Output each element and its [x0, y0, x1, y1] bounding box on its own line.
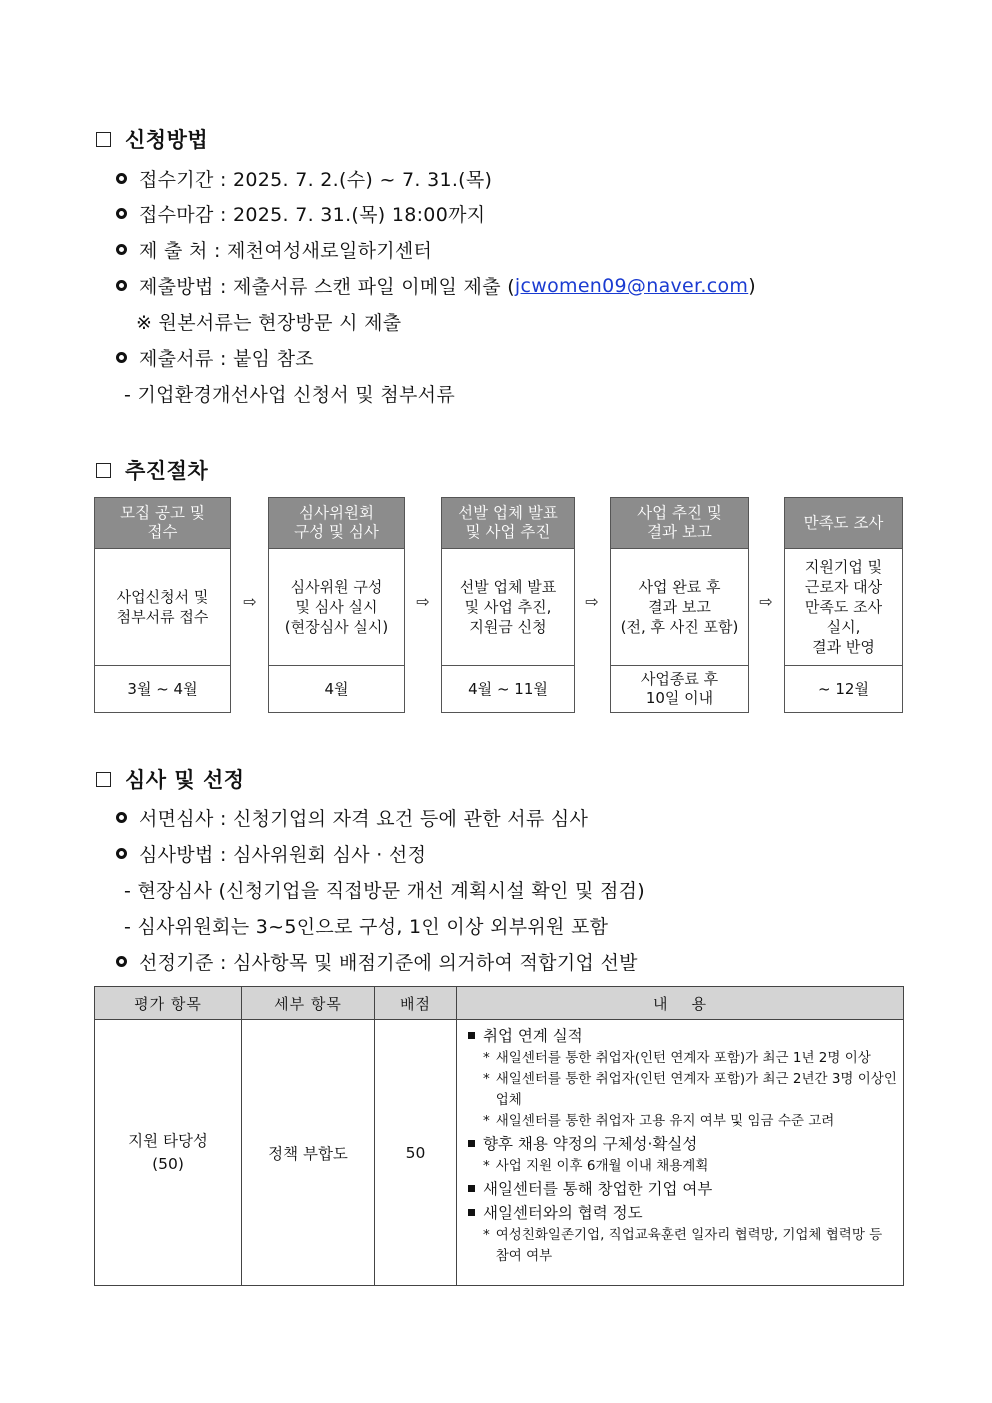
apply-deadline: 접수마감 : 2025. 7. 31.(목) 18:00까지: [116, 200, 485, 227]
step-head: 심사위원회 구성 및 심사: [269, 498, 404, 549]
cell-content: [457, 1020, 904, 1286]
header-subitem: 세부 항목: [242, 987, 375, 1020]
content-item: 새일센터를 통해 창업한 기업 여부: [465, 1177, 897, 1201]
asterisk-icon: *: [483, 1071, 490, 1087]
process-step-3: [441, 497, 575, 713]
table-header-row: [95, 987, 904, 1020]
step-time: 사업종료 후 10일 이내: [640, 670, 719, 707]
asterisk-icon: *: [483, 1050, 490, 1066]
checkbox-square-icon: [96, 132, 111, 147]
circle-bullet-icon: [116, 280, 127, 291]
content-item: 취업 연계 실적: [465, 1024, 897, 1048]
content-subitem: * 새일센터를 통한 취업자(인턴 연계자 포함)가 최근 1년 2명 이상: [465, 1048, 897, 1069]
process-step-2: [268, 497, 405, 713]
checkbox-square-icon: [96, 463, 111, 478]
step-head: 모집 공고 및 접수: [95, 498, 230, 549]
section-title-review: 심사 및 선정: [96, 764, 245, 794]
circle-bullet-icon: [116, 208, 127, 219]
header-category: 평가 항목: [95, 987, 242, 1020]
review-method-detail-2: - 심사위원회는 3~5인으로 구성, 1인 이상 외부위원 포함: [124, 916, 609, 938]
apply-period: 접수기간 : 2025. 7. 2.(수) ~ 7. 31.(목): [116, 165, 492, 192]
process-step-5: [784, 497, 903, 713]
process-step-1: [94, 497, 231, 713]
right-arrow-icon: ⇨: [243, 592, 257, 611]
square-bullet-icon: [468, 1209, 475, 1216]
step-body: 지원기업 및 근로자 대상 만족도 조사 실시, 결과 반영: [785, 549, 902, 666]
apply-submit-to: 제 출 처 : 제천여성새로일하기센터: [116, 236, 432, 263]
header-score: 배점: [375, 987, 457, 1020]
process-step-4: [610, 497, 749, 713]
asterisk-icon: *: [483, 1158, 490, 1174]
right-arrow-icon: ⇨: [585, 592, 599, 611]
step-body: 사업 완료 후 결과 보고 (전, 후 사진 포함): [611, 549, 748, 666]
step-body: 사업신청서 및 첨부서류 접수: [95, 549, 230, 666]
step-time: 3월 ~ 4월: [127, 679, 198, 698]
apply-docs: 제출서류 : 붙임 참조: [116, 344, 314, 371]
square-bullet-icon: [468, 1140, 475, 1147]
review-doc: 서면심사 : 신청기업의 자격 요건 등에 관한 서류 심사: [116, 804, 588, 831]
content-subitem: * 여성친화일존기업, 직업교육훈련 일자리 협력망, 기업체 협력망 등 참여 여부: [465, 1225, 897, 1267]
header-content: 내 용: [457, 987, 904, 1020]
square-bullet-icon: [468, 1032, 475, 1039]
content-subitem: * 새일센터를 통한 취업자 고용 유지 여부 및 임금 수준 고려: [465, 1111, 897, 1132]
circle-bullet-icon: [116, 848, 127, 859]
email-link[interactable]: jcwomen09@naver.com: [514, 274, 749, 297]
step-time: 4월 ~ 11월: [468, 679, 548, 698]
content-item: 새일센터와의 협력 정도: [465, 1201, 897, 1225]
apply-note: ※ 원본서류는 현장방문 시 제출: [136, 312, 402, 334]
circle-bullet-icon: [116, 812, 127, 823]
section-title-apply: 신청방법: [96, 124, 208, 154]
section-title-process: 추진절차: [96, 455, 208, 485]
review-criteria: 선정기준 : 심사항목 및 배점기준에 의거하여 적합기업 선발: [116, 948, 638, 975]
apply-docs-detail: - 기업환경개선사업 신청서 및 첨부서류: [124, 384, 455, 406]
cell-subitem: 정책 부합도: [242, 1020, 375, 1286]
step-head: 선발 업체 발표 및 사업 추진: [442, 498, 574, 549]
cell-category: 지원 타당성 (50): [95, 1020, 242, 1286]
circle-bullet-icon: [116, 352, 127, 363]
circle-bullet-icon: [116, 173, 127, 184]
asterisk-icon: *: [483, 1113, 490, 1129]
content-subitem: * 사업 지원 이후 6개월 이내 채용계획: [465, 1156, 897, 1177]
asterisk-icon: *: [483, 1227, 490, 1243]
review-method-detail-1: - 현장심사 (신청기업을 직접방문 개선 계획시설 확인 및 점검): [124, 880, 645, 902]
apply-method: 제출방법 : 제출서류 스캔 파일 이메일 제출 ( jcwomen09@naver.com ): [116, 272, 756, 299]
table-row: [95, 1020, 904, 1286]
step-time: 4월: [324, 679, 349, 698]
criteria-table: [94, 986, 904, 1286]
step-head: 사업 추진 및 결과 보고: [611, 498, 748, 549]
content-item: 향후 채용 약정의 구체성·확실성: [465, 1132, 897, 1156]
step-time: ~ 12월: [818, 679, 869, 698]
review-method: 심사방법 : 심사위원회 심사 · 선정: [116, 840, 426, 867]
step-head: 만족도 조사: [785, 498, 902, 549]
circle-bullet-icon: [116, 956, 127, 967]
step-body: 심사위원 구성 및 심사 실시 (현장심사 실시): [269, 549, 404, 666]
square-bullet-icon: [468, 1185, 475, 1192]
right-arrow-icon: ⇨: [416, 592, 430, 611]
circle-bullet-icon: [116, 244, 127, 255]
checkbox-square-icon: [96, 772, 111, 787]
content-subitem: * 새일센터를 통한 취업자(인턴 연계자 포함)가 최근 2년간 3명 이상인 업체: [465, 1069, 897, 1111]
cell-score: 50: [375, 1020, 457, 1286]
step-body: 선발 업체 발표 및 사업 추진, 지원금 신청: [442, 549, 574, 666]
right-arrow-icon: ⇨: [759, 592, 773, 611]
